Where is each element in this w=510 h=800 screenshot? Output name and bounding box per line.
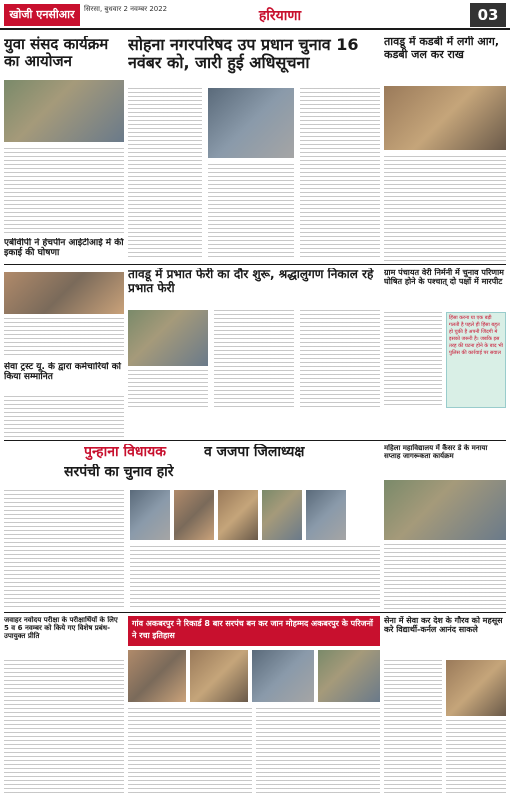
story-navodaya bbox=[4, 616, 124, 796]
article-body bbox=[4, 660, 124, 796]
candidate-photo bbox=[306, 490, 346, 540]
headline: युवा संसद कार्यक्रम का आयोजन bbox=[4, 36, 109, 71]
story-sohna bbox=[128, 36, 380, 261]
story-punhana bbox=[4, 444, 380, 610]
person-photo bbox=[252, 650, 314, 702]
masthead bbox=[0, 0, 510, 30]
story-photo bbox=[4, 272, 124, 314]
headline: सेना में सेवा कर देश के गौरव को महसूस करे विद्यार्थी-कर्नल आनंद साकले bbox=[384, 616, 503, 635]
headline: सोहना नगरपरिषद उप प्रधान चुनाव 16 नवंबर को, जारी हुई अधिसूचना bbox=[128, 36, 359, 73]
article-body bbox=[128, 88, 202, 258]
newspaper-logo: खोजी एनसीआर bbox=[4, 4, 80, 26]
story-photo bbox=[384, 480, 506, 540]
article-body-3 bbox=[300, 88, 380, 258]
quote-box bbox=[446, 312, 506, 408]
article-body-2 bbox=[256, 708, 380, 796]
story-photo bbox=[128, 310, 208, 366]
headline-banner bbox=[128, 616, 380, 646]
headline-part2: व जजपा जिलाध्यक्ष bbox=[204, 444, 305, 460]
story-seva-trust bbox=[4, 362, 124, 438]
headline: महिला महाविद्यालय में कैंसर डे के मनाया सप्ताह जागरूकता कार्यक्रम bbox=[384, 444, 488, 461]
candidate-photo bbox=[130, 490, 170, 540]
article-body bbox=[4, 148, 124, 236]
article-body-3 bbox=[300, 310, 380, 408]
article-body bbox=[4, 396, 124, 438]
headline: तावडू में कडबी में लगी आग, कडबी जल कर राख bbox=[384, 36, 499, 61]
article-body bbox=[384, 544, 506, 610]
story-photo bbox=[446, 660, 506, 716]
headline: एबीवीपी ने हेचपीन आईटीआई में की इकाई की घोषणा bbox=[4, 238, 124, 259]
headline: जवाहर नवोदय परीक्षा के परीक्षार्थियों के लिए 5 व 6 नवम्बर को किये गए विशेष प्रबंध-उपायुक्त प्रीति bbox=[4, 616, 118, 641]
article-body-2 bbox=[214, 310, 294, 408]
article-body bbox=[384, 660, 442, 796]
story-prabhat-pheri bbox=[128, 268, 380, 408]
story-tauru bbox=[384, 36, 506, 261]
headline: सेवा ट्रस्ट यू. के द्वारा कर्मचारियों को किया सम्मानित bbox=[4, 362, 122, 383]
candidate-photo bbox=[174, 490, 214, 540]
quote-text: हिंसा करना या एक बड़ी गलती है पहले ही हिंसा बहुत हो चुकी है अपनी जिंदगी मे इसको जरूरी है। जबकि इस तरह की घटना होने के बाद भी पुलिस की कार्रवाई पर सवाल bbox=[449, 315, 503, 356]
dateline: सिरसा, बुधवार 2 नवम्बर 2022 bbox=[84, 5, 168, 13]
story-youth-parliament bbox=[4, 36, 124, 236]
article-body-2 bbox=[208, 164, 294, 258]
article-body-2 bbox=[446, 720, 506, 796]
article-body bbox=[384, 312, 442, 408]
story-akbarpur bbox=[128, 616, 380, 796]
candidate-photo bbox=[218, 490, 258, 540]
article-body bbox=[4, 318, 124, 358]
article-body bbox=[128, 708, 252, 796]
candidate-photo bbox=[262, 490, 302, 540]
headline: गांव अकबरपुर ने रिकार्ड 8 बार सरपंच बन कर जान मोहम्मद अकबरपुर के परिजनों ने रचा इतिहास bbox=[132, 619, 373, 640]
divider bbox=[4, 612, 506, 613]
page-number: 03 bbox=[470, 3, 506, 27]
person-photo bbox=[128, 650, 186, 702]
article-body bbox=[4, 490, 124, 610]
story-mahila-college bbox=[384, 444, 506, 610]
story-abvp bbox=[4, 238, 124, 358]
story-photo bbox=[384, 86, 506, 150]
section-title: हरियाणा bbox=[258, 8, 302, 24]
headline-part1: पुन्हाना विधायक bbox=[84, 444, 166, 460]
person-photo bbox=[190, 650, 248, 702]
person-photo bbox=[318, 650, 380, 702]
story-photo bbox=[4, 80, 124, 142]
story-photo bbox=[208, 88, 294, 158]
divider bbox=[4, 440, 506, 441]
headline-line2: सरपंची का चुनाव हारे bbox=[64, 464, 174, 480]
article-body bbox=[384, 156, 506, 261]
article-body bbox=[128, 370, 208, 408]
story-gram-panchayat bbox=[384, 268, 506, 408]
headline: तावडू में प्रभात फेरी का दौर शुरू, श्रद्धालुगण निकाल रहे प्रभात फेरी bbox=[128, 268, 374, 295]
story-army bbox=[384, 616, 506, 796]
headline: ग्राम पंचायत वेरी निर्मनी में चुनाव परिणाम घोषित होने के पश्चात् दो पक्षों में मारपीट bbox=[384, 268, 504, 287]
article-body-2 bbox=[130, 546, 380, 610]
